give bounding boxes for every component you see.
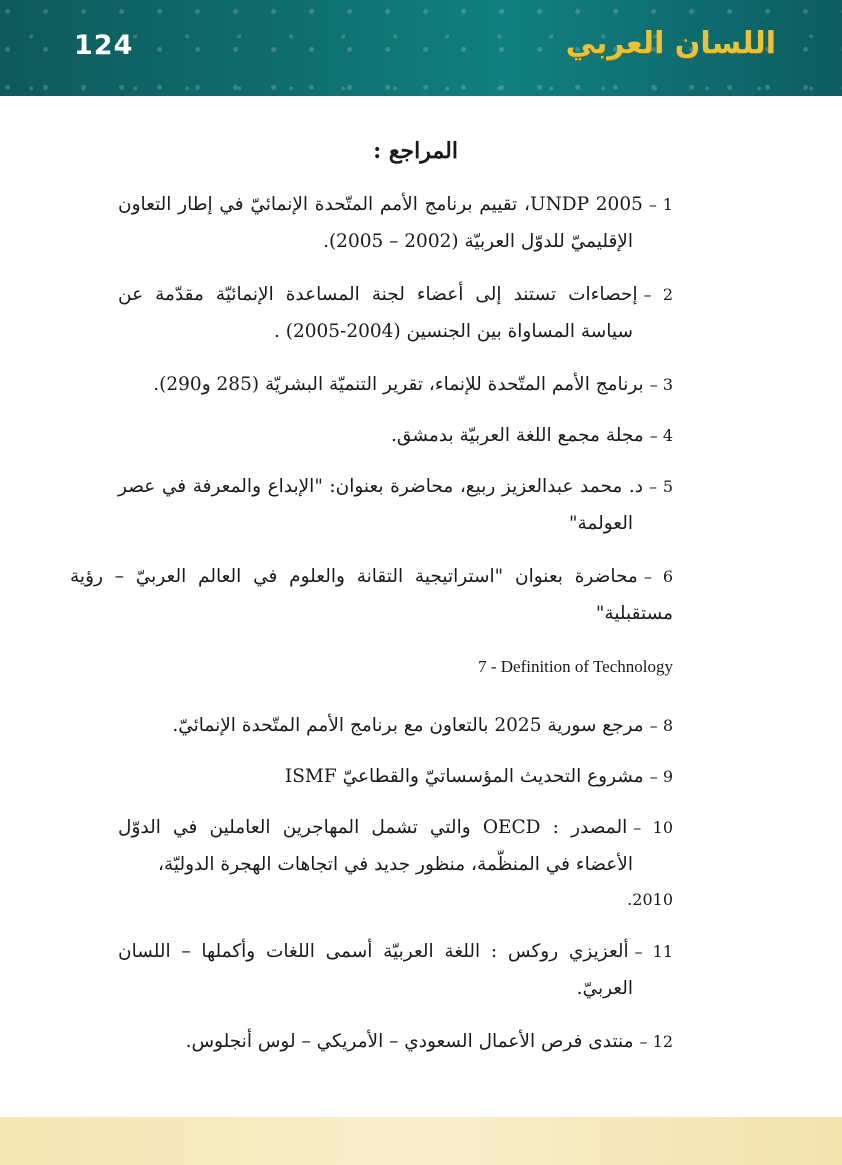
reference-text: مرجع سورية 2025 بالتعاون مع برنامج الأمم المتّحدة الإنمائيّ. [172,715,644,736]
journal-logo: اللسان العربي [565,26,776,61]
reference-number: 10 – [633,818,674,837]
page-number: 124 [74,30,134,61]
reference-item [118,468,673,542]
references-title: المراجع : [373,138,458,164]
reference-text: مشروع التحديث المؤسساتيّ والقطاعيّ ISMF [284,766,644,787]
reference-text: منتدى فرص الأعمال السعودي – الأمريكي – لوس أنجلوس. [185,1031,634,1052]
reference-item [118,417,673,454]
page-header [0,0,842,96]
reference-item [70,558,673,632]
reference-year: 2010. [627,890,673,909]
reference-number: 12 – [639,1032,673,1051]
reference-text: UNDP 2005، تقييم برنامج الأمم المتّحدة الإنمائيّ في إطار التعاون الإقليميّ للدوّل العربيّة (2002 – 2005). [118,194,643,252]
reference-item-latin [118,648,673,685]
references-section [70,138,674,1074]
reference-number: 1 – [648,195,673,214]
reference-number: 6 – [643,567,673,586]
footer-band [0,1117,842,1165]
reference-item [118,707,673,744]
reference-text: برنامج الأمم المتّحدة للإنماء، تقرير التنميّة البشريّة (285 و290). [153,374,644,395]
reference-number: 9 – [649,767,673,786]
reference-number: 2 – [643,285,673,304]
reference-item [118,366,673,403]
reference-item [118,276,673,350]
reference-number: 11 – [634,942,673,961]
reference-text: ألعزيزي روكس : اللغة العربيّة أسمى اللغات وأكملها – اللسان العربيّ. [118,941,633,999]
reference-item [118,809,673,917]
reference-number: 3 – [649,375,673,394]
reference-item [118,1023,673,1060]
reference-number: 8 – [649,716,673,735]
reference-text: د. محمد عبدالعزيز ربيع، محاضرة بعنوان: "الإبداع والمعرفة في عصر العولمة" [118,476,644,534]
reference-item [118,186,673,260]
reference-text: المصدر : OECD والتي تشمل المهاجرين العاملين في الدوّل الأعضاء في المنظّمة، منظور جديد في اتجاهات الهجرة الدوليّة، [118,817,633,875]
reference-item [118,758,673,795]
reference-number: 5 – [649,477,673,496]
reference-item [118,933,673,1007]
reference-text: 7 - Definition of Technology [478,657,673,676]
reference-text: مجلة مجمع اللغة العربيّة بدمشق. [391,425,644,446]
reference-text: إحصاءات تستند إلى أعضاء لجنة المساعدة الإنمائيّة مقدّمة عن سياسة المساواة بين الجنسين (2004-2005) . [118,284,638,342]
reference-number: 4 – [649,426,673,445]
reference-text: محاضرة بعنوان "استراتيجية التقانة والعلوم في العالم العربيّ – رؤية مستقبلية" [70,566,673,624]
